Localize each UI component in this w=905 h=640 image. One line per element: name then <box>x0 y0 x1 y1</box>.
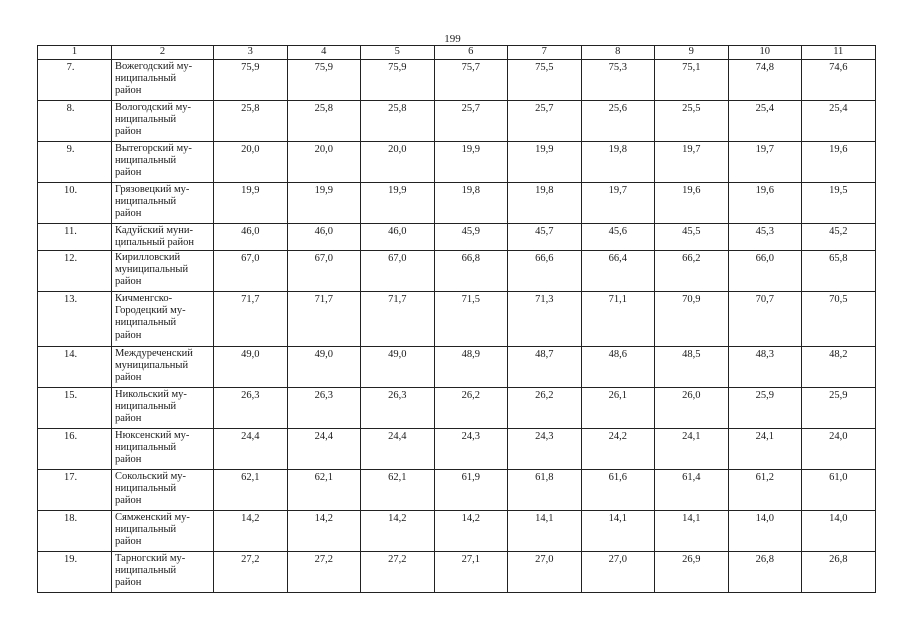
value-cell: 19,7 <box>728 142 802 183</box>
value-cell: 19,9 <box>508 142 582 183</box>
value-cell: 24,1 <box>655 429 729 470</box>
row-number: 11. <box>38 224 112 251</box>
value-cell: 74,8 <box>728 60 802 101</box>
value-cell: 45,3 <box>728 224 802 251</box>
value-cell: 24,3 <box>508 429 582 470</box>
value-cell: 45,5 <box>655 224 729 251</box>
column-header: 8 <box>581 46 655 60</box>
table-row <box>38 292 876 347</box>
table-row <box>38 60 876 101</box>
district-name: Сокольский му- ниципальный район <box>112 470 214 511</box>
district-name: Кирилловский муниципальный район <box>112 251 214 292</box>
value-cell: 61,4 <box>655 470 729 511</box>
value-cell: 14,0 <box>802 511 876 552</box>
value-cell: 62,1 <box>361 470 435 511</box>
value-cell: 26,3 <box>214 388 288 429</box>
district-name: Сямженский му- ниципальный район <box>112 511 214 552</box>
value-cell: 49,0 <box>287 347 361 388</box>
district-name: Нюксенский му- ниципальный район <box>112 429 214 470</box>
value-cell: 25,5 <box>655 101 729 142</box>
value-cell: 48,9 <box>434 347 508 388</box>
district-name: Вологодский му- ниципальный район <box>112 101 214 142</box>
column-header: 2 <box>112 46 214 60</box>
value-cell: 45,6 <box>581 224 655 251</box>
value-cell: 48,7 <box>508 347 582 388</box>
value-cell: 25,7 <box>434 101 508 142</box>
column-header: 4 <box>287 46 361 60</box>
value-cell: 19,6 <box>728 183 802 224</box>
value-cell: 25,4 <box>728 101 802 142</box>
row-number: 18. <box>38 511 112 552</box>
value-cell: 19,9 <box>214 183 288 224</box>
row-number: 13. <box>38 292 112 347</box>
value-cell: 75,5 <box>508 60 582 101</box>
district-name: Вожегодский му- ниципальный район <box>112 60 214 101</box>
value-cell: 61,2 <box>728 470 802 511</box>
column-header: 5 <box>361 46 435 60</box>
row-number: 17. <box>38 470 112 511</box>
value-cell: 27,0 <box>581 552 655 593</box>
value-cell: 24,4 <box>214 429 288 470</box>
value-cell: 67,0 <box>361 251 435 292</box>
value-cell: 48,6 <box>581 347 655 388</box>
column-header: 10 <box>728 46 802 60</box>
value-cell: 75,9 <box>214 60 288 101</box>
value-cell: 24,2 <box>581 429 655 470</box>
district-name: Вытегорский му- ниципальный район <box>112 142 214 183</box>
value-cell: 70,9 <box>655 292 729 347</box>
value-cell: 19,9 <box>434 142 508 183</box>
value-cell: 19,8 <box>581 142 655 183</box>
value-cell: 71,1 <box>581 292 655 347</box>
value-cell: 65,8 <box>802 251 876 292</box>
value-cell: 27,2 <box>287 552 361 593</box>
value-cell: 24,3 <box>434 429 508 470</box>
value-cell: 66,0 <box>728 251 802 292</box>
value-cell: 61,6 <box>581 470 655 511</box>
value-cell: 14,2 <box>287 511 361 552</box>
column-header: 9 <box>655 46 729 60</box>
value-cell: 71,7 <box>214 292 288 347</box>
value-cell: 26,0 <box>655 388 729 429</box>
table-row <box>38 224 876 251</box>
value-cell: 25,4 <box>802 101 876 142</box>
column-header: 6 <box>434 46 508 60</box>
table-row <box>38 429 876 470</box>
value-cell: 61,0 <box>802 470 876 511</box>
table-row <box>38 388 876 429</box>
value-cell: 19,5 <box>802 183 876 224</box>
value-cell: 19,8 <box>434 183 508 224</box>
value-cell: 20,0 <box>361 142 435 183</box>
value-cell: 46,0 <box>361 224 435 251</box>
value-cell: 62,1 <box>287 470 361 511</box>
value-cell: 25,7 <box>508 101 582 142</box>
value-cell: 71,7 <box>361 292 435 347</box>
value-cell: 45,2 <box>802 224 876 251</box>
value-cell: 66,4 <box>581 251 655 292</box>
value-cell: 14,1 <box>508 511 582 552</box>
value-cell: 66,6 <box>508 251 582 292</box>
row-number: 19. <box>38 552 112 593</box>
value-cell: 20,0 <box>214 142 288 183</box>
table-row <box>38 251 876 292</box>
value-cell: 26,8 <box>802 552 876 593</box>
value-cell: 48,3 <box>728 347 802 388</box>
table-row <box>38 142 876 183</box>
value-cell: 46,0 <box>287 224 361 251</box>
value-cell: 27,0 <box>508 552 582 593</box>
value-cell: 62,1 <box>214 470 288 511</box>
value-cell: 24,0 <box>802 429 876 470</box>
district-name: Междуреченский муниципальный район <box>112 347 214 388</box>
value-cell: 25,8 <box>287 101 361 142</box>
value-cell: 61,8 <box>508 470 582 511</box>
table-row <box>38 470 876 511</box>
value-cell: 24,4 <box>361 429 435 470</box>
value-cell: 49,0 <box>214 347 288 388</box>
value-cell: 19,7 <box>581 183 655 224</box>
value-cell: 24,4 <box>287 429 361 470</box>
value-cell: 25,9 <box>802 388 876 429</box>
column-header: 3 <box>214 46 288 60</box>
district-name: Кадуйский муни- ципальный район <box>112 224 214 251</box>
value-cell: 26,2 <box>434 388 508 429</box>
value-cell: 71,7 <box>287 292 361 347</box>
page-number: 199 <box>444 33 461 45</box>
value-cell: 26,3 <box>287 388 361 429</box>
value-cell: 14,2 <box>214 511 288 552</box>
value-cell: 45,7 <box>508 224 582 251</box>
value-cell: 75,9 <box>361 60 435 101</box>
district-name: Никольский му- ниципальный район <box>112 388 214 429</box>
row-number: 10. <box>38 183 112 224</box>
value-cell: 66,8 <box>434 251 508 292</box>
value-cell: 26,9 <box>655 552 729 593</box>
row-number: 12. <box>38 251 112 292</box>
column-header: 1 <box>38 46 112 60</box>
district-name: Кичменгско- Городецкий му- ниципальный район <box>112 292 214 347</box>
row-number: 15. <box>38 388 112 429</box>
value-cell: 25,6 <box>581 101 655 142</box>
value-cell: 24,1 <box>728 429 802 470</box>
value-cell: 27,2 <box>214 552 288 593</box>
row-number: 9. <box>38 142 112 183</box>
value-cell: 20,0 <box>287 142 361 183</box>
value-cell: 14,2 <box>361 511 435 552</box>
value-cell: 19,7 <box>655 142 729 183</box>
value-cell: 66,2 <box>655 251 729 292</box>
value-cell: 49,0 <box>361 347 435 388</box>
value-cell: 70,7 <box>728 292 802 347</box>
value-cell: 75,3 <box>581 60 655 101</box>
table-row <box>38 552 876 593</box>
value-cell: 26,8 <box>728 552 802 593</box>
table-row <box>38 183 876 224</box>
value-cell: 14,2 <box>434 511 508 552</box>
value-cell: 67,0 <box>214 251 288 292</box>
value-cell: 71,5 <box>434 292 508 347</box>
value-cell: 48,5 <box>655 347 729 388</box>
value-cell: 46,0 <box>214 224 288 251</box>
row-number: 8. <box>38 101 112 142</box>
value-cell: 67,0 <box>287 251 361 292</box>
value-cell: 27,1 <box>434 552 508 593</box>
value-cell: 19,9 <box>287 183 361 224</box>
value-cell: 26,1 <box>581 388 655 429</box>
column-header: 7 <box>508 46 582 60</box>
value-cell: 25,9 <box>728 388 802 429</box>
row-number: 14. <box>38 347 112 388</box>
table-row <box>38 511 876 552</box>
value-cell: 61,9 <box>434 470 508 511</box>
value-cell: 19,9 <box>361 183 435 224</box>
value-cell: 75,9 <box>287 60 361 101</box>
district-name: Грязовецкий му- ниципальный район <box>112 183 214 224</box>
value-cell: 19,8 <box>508 183 582 224</box>
table-header-row <box>38 46 876 60</box>
value-cell: 75,7 <box>434 60 508 101</box>
row-number: 7. <box>38 60 112 101</box>
row-number: 16. <box>38 429 112 470</box>
value-cell: 70,5 <box>802 292 876 347</box>
value-cell: 14,1 <box>655 511 729 552</box>
value-cell: 75,1 <box>655 60 729 101</box>
value-cell: 19,6 <box>802 142 876 183</box>
table-row <box>38 347 876 388</box>
value-cell: 48,2 <box>802 347 876 388</box>
value-cell: 45,9 <box>434 224 508 251</box>
value-cell: 26,3 <box>361 388 435 429</box>
value-cell: 25,8 <box>361 101 435 142</box>
value-cell: 14,1 <box>581 511 655 552</box>
value-cell: 27,2 <box>361 552 435 593</box>
value-cell: 26,2 <box>508 388 582 429</box>
data-table <box>37 45 876 593</box>
table-row <box>38 101 876 142</box>
value-cell: 71,3 <box>508 292 582 347</box>
value-cell: 25,8 <box>214 101 288 142</box>
table-body <box>38 60 876 593</box>
value-cell: 14,0 <box>728 511 802 552</box>
district-name: Тарногский му- ниципальный район <box>112 552 214 593</box>
value-cell: 74,6 <box>802 60 876 101</box>
column-header: 11 <box>802 46 876 60</box>
value-cell: 19,6 <box>655 183 729 224</box>
